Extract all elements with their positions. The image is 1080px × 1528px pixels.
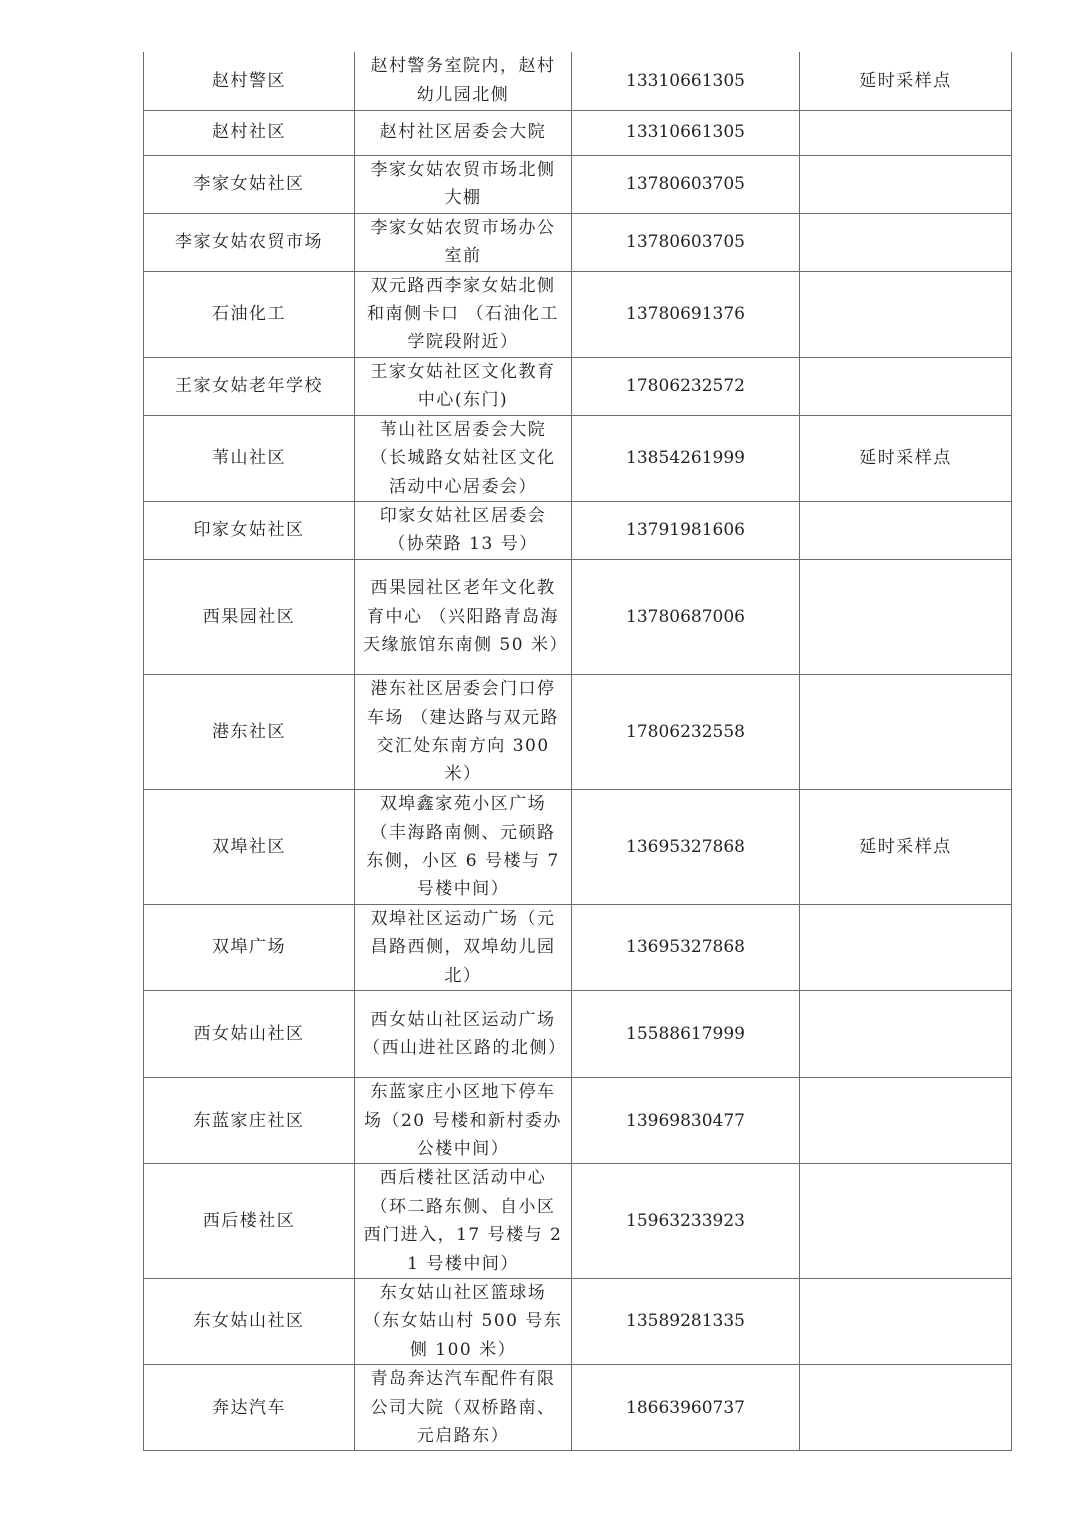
site-location-cell: 赵村社区居委会大院 xyxy=(355,110,572,155)
site-location-cell: 李家女姑农贸市场办公室前 xyxy=(355,213,572,271)
contact-phone-cell: 13589281335 xyxy=(572,1279,800,1365)
note-cell xyxy=(800,357,1012,415)
contact-phone-cell: 13854261999 xyxy=(572,415,800,501)
table-row xyxy=(144,415,1012,501)
contact-phone-cell: 13780691376 xyxy=(572,271,800,357)
site-name-cell: 李家女姑农贸市场 xyxy=(144,213,355,271)
note-cell xyxy=(800,1078,1012,1164)
site-location-cell: 双元路西李家女姑北侧和南侧卡口 （石油化工学院段附近） xyxy=(355,271,572,357)
note-cell xyxy=(800,559,1012,674)
note-cell: 延时采样点 xyxy=(800,52,1012,110)
note-cell xyxy=(800,904,1012,990)
site-name-cell: 西果园社区 xyxy=(144,559,355,674)
contact-phone-cell: 13791981606 xyxy=(572,501,800,559)
note-cell xyxy=(800,155,1012,213)
site-location-cell: 王家女姑社区文化教育中心(东门) xyxy=(355,357,572,415)
site-name-cell: 王家女姑老年学校 xyxy=(144,357,355,415)
site-name-cell: 印家女姑社区 xyxy=(144,501,355,559)
contact-phone-cell: 13695327868 xyxy=(572,789,800,904)
site-name-cell: 双埠社区 xyxy=(144,789,355,904)
site-name-cell: 西后楼社区 xyxy=(144,1164,355,1279)
site-name-cell: 东蓝家庄社区 xyxy=(144,1078,355,1164)
table-row xyxy=(144,991,1012,1078)
note-cell xyxy=(800,1164,1012,1279)
contact-phone-cell: 13310661305 xyxy=(572,52,800,110)
note-cell xyxy=(800,991,1012,1078)
table-row xyxy=(144,1279,1012,1365)
site-location-cell: 赵村警务室院内，赵村幼儿园北侧 xyxy=(355,52,572,110)
table-row xyxy=(144,213,1012,271)
table-row xyxy=(144,789,1012,904)
site-name-cell: 李家女姑社区 xyxy=(144,155,355,213)
site-name-cell: 奔达汽车 xyxy=(144,1365,355,1451)
table-row xyxy=(144,501,1012,559)
sampling-points-table xyxy=(143,52,1012,1451)
site-location-cell: 苇山社区居委会大院（长城路女姑社区文化活动中心居委会） xyxy=(355,415,572,501)
site-location-cell: 双埠社区运动广场（元昌路西侧，双埠幼儿园北） xyxy=(355,904,572,990)
site-name-cell: 苇山社区 xyxy=(144,415,355,501)
table-row xyxy=(144,52,1012,110)
note-cell: 延时采样点 xyxy=(800,415,1012,501)
contact-phone-cell: 17806232558 xyxy=(572,674,800,789)
note-cell: 延时采样点 xyxy=(800,789,1012,904)
site-location-cell: 东女姑山社区篮球场（东女姑山村 500 号东侧 100 米） xyxy=(355,1279,572,1365)
site-location-cell: 港东社区居委会门口停车场 （建达路与双元路交汇处东南方向 300 米） xyxy=(355,674,572,789)
contact-phone-cell: 13695327868 xyxy=(572,904,800,990)
site-name-cell: 石油化工 xyxy=(144,271,355,357)
table-row xyxy=(144,559,1012,674)
contact-phone-cell: 13780687006 xyxy=(572,559,800,674)
site-name-cell: 双埠广场 xyxy=(144,904,355,990)
table-row xyxy=(144,674,1012,789)
site-location-cell: 西果园社区老年文化教育中心 （兴阳路青岛海天缘旅馆东南侧 50 米） xyxy=(355,559,572,674)
table-row xyxy=(144,110,1012,155)
site-location-cell: 东蓝家庄小区地下停车场（20 号楼和新村委办公楼中间） xyxy=(355,1078,572,1164)
contact-phone-cell: 13310661305 xyxy=(572,110,800,155)
site-name-cell: 西女姑山社区 xyxy=(144,991,355,1078)
site-location-cell: 印家女姑社区居委会（协荣路 13 号） xyxy=(355,501,572,559)
site-name-cell: 赵村警区 xyxy=(144,52,355,110)
note-cell xyxy=(800,501,1012,559)
contact-phone-cell: 18663960737 xyxy=(572,1365,800,1451)
table-row xyxy=(144,1164,1012,1279)
table-row xyxy=(144,271,1012,357)
note-cell xyxy=(800,213,1012,271)
site-name-cell: 赵村社区 xyxy=(144,110,355,155)
table-row xyxy=(144,904,1012,990)
site-location-cell: 青岛奔达汽车配件有限公司大院（双桥路南、元启路东） xyxy=(355,1365,572,1451)
site-location-cell: 西女姑山社区运动广场（西山进社区路的北侧） xyxy=(355,991,572,1078)
note-cell xyxy=(800,1279,1012,1365)
table-row xyxy=(144,1078,1012,1164)
note-cell xyxy=(800,674,1012,789)
contact-phone-cell: 13780603705 xyxy=(572,155,800,213)
table-row xyxy=(144,357,1012,415)
note-cell xyxy=(800,271,1012,357)
site-location-cell: 双埠鑫家苑小区广场（丰海路南侧、元硕路东侧，小区 6 号楼与 7 号楼中间） xyxy=(355,789,572,904)
table-row xyxy=(144,1365,1012,1451)
table-row xyxy=(144,155,1012,213)
contact-phone-cell: 15588617999 xyxy=(572,991,800,1078)
site-location-cell: 李家女姑农贸市场北侧大棚 xyxy=(355,155,572,213)
site-name-cell: 东女姑山社区 xyxy=(144,1279,355,1365)
contact-phone-cell: 15963233923 xyxy=(572,1164,800,1279)
site-location-cell: 西后楼社区活动中心（环二路东侧、自小区西门进入，17 号楼与 21 号楼中间） xyxy=(355,1164,572,1279)
note-cell xyxy=(800,110,1012,155)
note-cell xyxy=(800,1365,1012,1451)
site-name-cell: 港东社区 xyxy=(144,674,355,789)
table-body xyxy=(144,52,1012,1451)
contact-phone-cell: 17806232572 xyxy=(572,357,800,415)
contact-phone-cell: 13969830477 xyxy=(572,1078,800,1164)
contact-phone-cell: 13780603705 xyxy=(572,213,800,271)
